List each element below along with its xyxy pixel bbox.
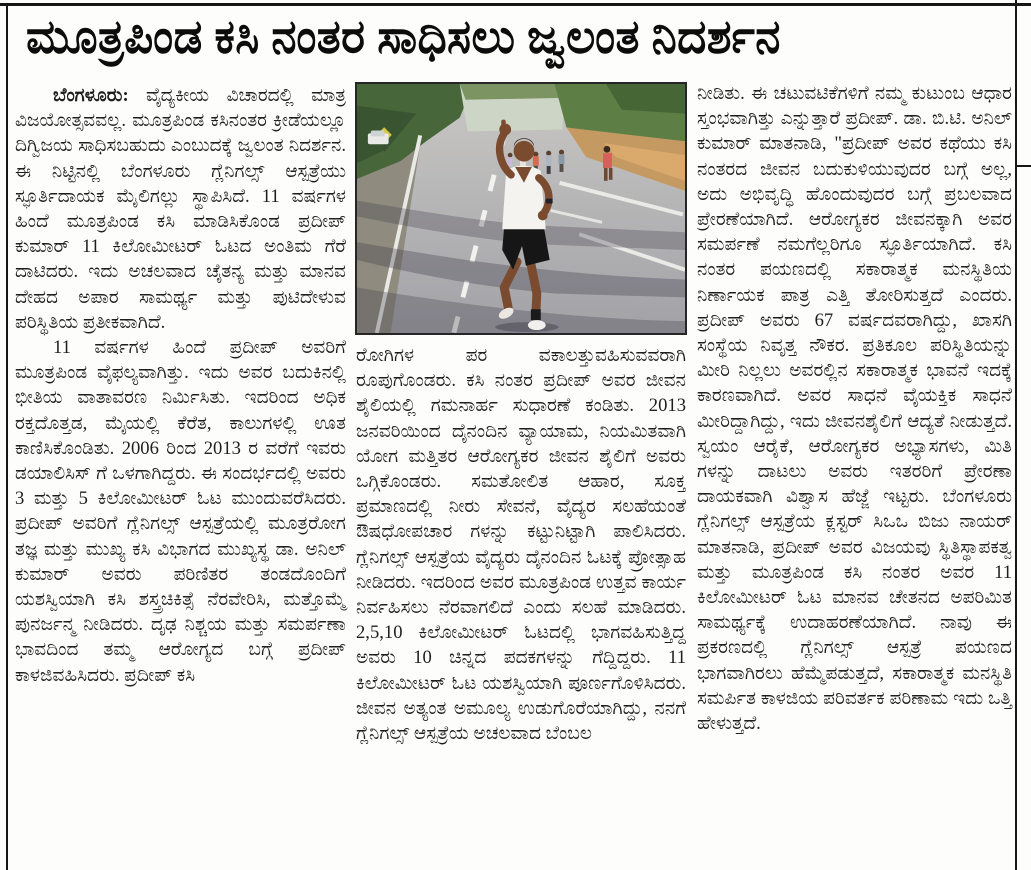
paragraph: 11 ವರ್ಷಗಳ ಹಿಂದೆ ಪ್ರದೀಪ್ ಅವರಿಗೆ ಮೂತ್ರಪಿಂಡ ವೈಫಲ್ಯವಾಗಿತ್ತು. ಇದು ಅವರ ಬದುಕಿನಲ್ಲಿ ಭೀತಿಯ ವಾತಾವರಣ ನಿರ್ಮಿಸಿತು. ಇದರಿಂದ ಅಧಿಕ ರಕ್ತದೊತ್ತಡ, ಮೈಯಲ್ಲಿ ಕೆರೆತ, ಕಾಲುಗಳಲ್ಲಿ ಊತ ಕಾಣಿಸಿಕೊಂಡಿತು. 2006 ರಿಂದ 2013 ರ ವರೆಗೆ ಇವರು ಡಯಾಲಿಸಿಸ್ ಗೆ ಒಳಗಾಗಿದ್ದರು. ಈ ಸಂದರ್ಭದಲ್ಲಿ ಅವರು 3 ಮತ್ತು 5 ಕಿಲೋಮೀಟರ್ ಓಟ ಮುಂದುವರೆಸಿದರು. ಪ್ರದೀಪ್ ಅವರಿಗೆ ಗ್ಲೆನಿಗಲ್ಸ್ ಆಸ್ಪತ್ರೆಯಲ್ಲಿ ಮೂತ್ರರೋಗ ತಜ್ಞ ಮತ್ತು ಮುಖ್ಯ ಕಸಿ ವಿಭಾಗದ ಮುಖ್ಯಸ್ಥ ಡಾ. ಅನಿಲ್ ಕುಮಾರ್ ಅವರು ಪರಿಣಿತರ ತಂಡದೊಂದಿಗೆ ಯಶಸ್ವಿಯಾಗಿ ಕಸಿ ಶಸ್ತ್ರಚಿಕಿತ್ಸೆ ನೆರವೇರಿಸಿ, ಮತ್ತೊಮ್ಮೆ ಪುನರ್ಜನ್ಮ ನೀಡಿದರು. ದೃಢ ನಿಶ್ಚಯ ಮತ್ತು ಸಮರ್ಪಣಾ ಭಾವದಿಂದ ತಮ್ಮ ಆರೋಗ್ಯದ ಬಗ್ಗೆ ಪ್ರದೀಪ್ ಕಾಳಜಿವಹಿಸಿದರು. ಪ್ರದೀಪ್ ಕಸಿ (15, 337, 346, 686)
headline: ಮೂತ್ರಪಿಂಡ ಕಸಿ ನಂತರ ಸಾಧಿಸಲು ಜ್ವಲಂತ ನಿದರ್ಶನ (26, 11, 781, 64)
top-border-rule (0, 3, 1031, 6)
article-photo (355, 82, 687, 335)
paragraph-text: ವೈದ್ಯಕೀಯ ವಿಚಾರದಲ್ಲಿ ಮಾತ್ರ ವಿಜಯೋತ್ಸವವಲ್ಲ. ಮೂತ್ರಪಿಂಡ ಕಸಿನಂತರ ಕ್ರೀಡೆಯಲ್ಲೂ ದಿಗ್ವಿಜಯ ಸಾಧಿಸಬಹುದು ಎಂಬುದಕ್ಕೆ ಜ್ವಲಂತ ನಿದರ್ಶನ. ಈ ನಿಟ್ಟಿನಲ್ಲಿ ಬೆಂಗಳೂರು ಗ್ಲೆನಿಗಲ್ಸ್ ಆಸ್ಪತ್ರೆಯು ಸ್ಫೂರ್ತಿದಾಯಕ ಮೈಲಿಗಲ್ಲು ಸ್ಥಾಪಿಸಿದೆ. 11 ವರ್ಷಗಳ ಹಿಂದೆ ಮೂತ್ರಪಿಂಡ ಕಸಿ ಮಾಡಿಸಿಕೊಂಡ ಪ್ರದೀಪ್ ಕುಮಾರ್ 11 ಕಿಲೋಮೀಟರ್ ಓಟದ ಅಂತಿಮ ಗೆರೆ ದಾಟಿದರು. ಇದು ಅಚಲವಾದ ಚೈತನ್ಯ ಮತ್ತು ಮಾನವ ದೇಹದ ಅಪಾರ ಸಾಮರ್ಥ್ಯ ಮತ್ತು ಪುಟಿದೇಳುವ ಪರಿಸ್ಥಿತಿಯ ಪ್ರತೀಕವಾಗಿದೆ. (15, 85, 346, 333)
article-column-2 (356, 343, 686, 746)
article-column-1 (15, 83, 346, 688)
paragraph (15, 83, 346, 335)
adjacent-column-tick-rule (1015, 165, 1031, 167)
article-column-3 (697, 81, 1012, 736)
left-border-rule (6, 3, 8, 870)
paragraph: ನೀಡಿತು. ಈ ಚಟುವಟಿಕೆಗಳಿಗೆ ನಮ್ಮ ಕುಟುಂಬ ಆಧಾರ ಸ್ತಂಭವಾಗಿತ್ತು ಎನ್ನುತ್ತಾರೆ ಪ್ರದೀಪ್. ಡಾ. ಬಿ.ಟಿ. ಅನಿಲ್ ಕುಮಾರ್ ಮಾತನಾಡಿ, "ಪ್ರದೀಪ್ ಅವರ ಕಥೆಯು ಕಸಿ ನಂತರದ ಜೀವನ ಬದುಕುಳಿಯುವುದರ ಬಗ್ಗೆ ಅಲ್ಲ, ಅದು ಅಭಿವೃದ್ಧಿ ಹೊಂದುವುದರ ಬಗ್ಗೆ ಪ್ರಬಲವಾದ ಪ್ರೇರಣೆಯಾಗಿದೆ. ಆರೋಗ್ಯಕರ ಜೀವನಕ್ಕಾಗಿ ಅವರ ಸಮರ್ಪಣೆ ನಮಗೆಲ್ಲರಿಗೂ ಸ್ಫೂರ್ತಿಯಾಗಿದೆ. ಕಸಿ ನಂತರ ಪಯಣದಲ್ಲಿ ಸಕಾರಾತ್ಮಕ ಮನಸ್ಥಿತಿಯ ನಿರ್ಣಾಯಕ ಪಾತ್ರ ಎತ್ತಿ ತೋರಿಸುತ್ತದೆ ಎಂದರು. ಪ್ರದೀಪ್ ಅವರು 67 ವರ್ಷದವರಾಗಿದ್ದು, ಖಾಸಗಿ ಸಂಸ್ಥೆಯ ನಿವೃತ್ತ ನೌಕರ. ಪ್ರತಿಕೂಲ ಪರಿಸ್ಥಿತಿಯನ್ನು ಮೀರಿ ನಿಲ್ಲಲು ಅವರಲ್ಲಿನ ಸಕಾರಾತ್ಮಕ ಭಾವನೆ ಇದಕ್ಕೆ ಕಾರಣವಾಗಿದೆ. ಅವರ ಸಾಧನೆ ವೈಯಕ್ತಿಕ ಸಾಧನೆ ಮೀರಿದ್ದಾಗಿದ್ದು, ಇದು ಜೀವನಶೈಲಿಗೆ ಆದ್ಯತೆ ನೀಡುತ್ತದೆ. ಸ್ವಯಂ ಆರೈಕೆ, ಆರೋಗ್ಯಕರ ಅಭ್ಯಾಸಗಳು, ಮಿತಿ ಗಳನ್ನು ದಾಟಲು ಅವರು ಇತರರಿಗೆ ಪ್ರೇರಣಾ ದಾಯಕವಾಗಿ ವಿಶ್ವಾಸ ಹೆಜ್ಜೆ ಇಟ್ಟರು. ಬೆಂಗಳೂರು ಗ್ಲೆನಿಗಲ್ಸ್ ಆಸ್ಪತ್ರೆಯ ಕ್ಲಸ್ಟರ್ ಸಿಒಒ ಬಿಜು ನಾಯರ್ ಮಾತನಾಡಿ, ಪ್ರದೀಪ್ ಅವರ ವಿಜಯವು ಸ್ಥಿತಿಸ್ಥಾಪಕತ್ವ ಮತ್ತು ಮೂತ್ರಪಿಂಡ ಕಸಿ ನಂತರ ಅವರ 11 ಕಿಲೋಮೀಟರ್ ಓಟ ಮಾನವ ಚೇತನದ ಅಪರಿಮಿತ ಸಾಮರ್ಥ್ಯಕ್ಕೆ ಉದಾಹರಣೆಯಾಗಿದೆ. ನಾವು ಈ ಪ್ರಕರಣದಲ್ಲಿ ಗ್ಲೆನಿಗಲ್ಸ್ ಆಸ್ಪತ್ರೆ ಪಯಣದ ಭಾಗವಾಗಿರಲು ಹೆಮ್ಮೆಪಡುತ್ತದೆ, ಸಕಾರಾತ್ಮಕ ಮನಸ್ಥಿತಿ ಸಮರ್ಪಿತ ಕಾಳಜಿಯ ಪರಿವರ್ತಕ ಪರಿಣಾಮ ಇದು ಒತ್ತಿ ಹೇಳುತ್ತದೆ. (697, 83, 1012, 735)
dateline: ಬೆಂಗಳೂರು: (53, 85, 129, 106)
paragraph: ರೋಗಿಗಳ ಪರ ವಕಾಲತ್ತುವಹಿಸುವವರಾಗಿ ರೂಪುಗೊಂಡರು. ಕಸಿ ನಂತರ ಪ್ರದೀಪ್ ಅವರ ಜೀವನ ಶೈಲಿಯಲ್ಲಿ ಗಮನಾರ್ಹ ಸುಧಾರಣೆ ಕಂಡಿತು. 2013 ಜನವರಿಯಿಂದ ದೈನಂದಿನ ವ್ಯಾಯಾಮ, ನಿಯಮಿತವಾಗಿ ಯೋಗ ಮತ್ತಿತರ ಆರೋಗ್ಯಕರ ಜೀವನ ಶೈಲಿಗೆ ಅವರು ಒಗ್ಗಿಕೊಂಡರು. ಸಮತೋಲಿತ ಆಹಾರ, ಸೂಕ್ತ ಪ್ರಮಾಣದಲ್ಲಿ ನೀರು ಸೇವನೆ, ವೈದ್ಯರ ಸಲಹೆಯಂತೆ ಔಷಧೋಪಚಾರ ಗಳನ್ನು ಕಟ್ಟುನಿಟ್ಟಾಗಿ ಪಾಲಿಸಿದರು. ಗ್ಲೆನಿಗಲ್ಸ್ ಆಸ್ಪತ್ರೆಯ ವೈದ್ಯರು ದೈನಂದಿನ ಓಟಕ್ಕೆ ಪ್ರೋತ್ಸಾಹ ನೀಡಿದರು. ಇದರಿಂದ ಅವರ ಮೂತ್ರಪಿಂಡ ಉತ್ತವ ಕಾರ್ಯ ನಿರ್ವಹಿಸಲು ನೆರವಾಗಲಿದೆ ಎಂದು ಸಲಹೆ ಮಾಡಿದರು. 2,5,10 ಕಿಲೋಮೀಟರ್ ಓಟದಲ್ಲಿ ಭಾಗವಹಿಸುತ್ತಿದ್ದ ಅವರು 10 ಚಿನ್ನದ ಪದಕಗಳನ್ನು ಗೆದ್ದಿದ್ದರು. 11 ಕಿಲೋಮೀಟರ್ ಓಟ ಯಶಸ್ವಿಯಾಗಿ ಪೂರ್ಣಗೊಳಿಸಿದರು. ಜೀವನ ಅತ್ಯಂತ ಅಮೂಲ್ಯ ಉಡುಗೊರೆಯಾಗಿದ್ದು, ನನಗೆ ಗ್ಲೆನಿಗಲ್ಸ್ ಆಸ್ಪತ್ರೆಯ ಅಚಲವಾದ ಬೆಂಬಲ (356, 345, 686, 745)
right-border-rule (1015, 0, 1017, 870)
runner-photo-illustration (357, 84, 685, 333)
